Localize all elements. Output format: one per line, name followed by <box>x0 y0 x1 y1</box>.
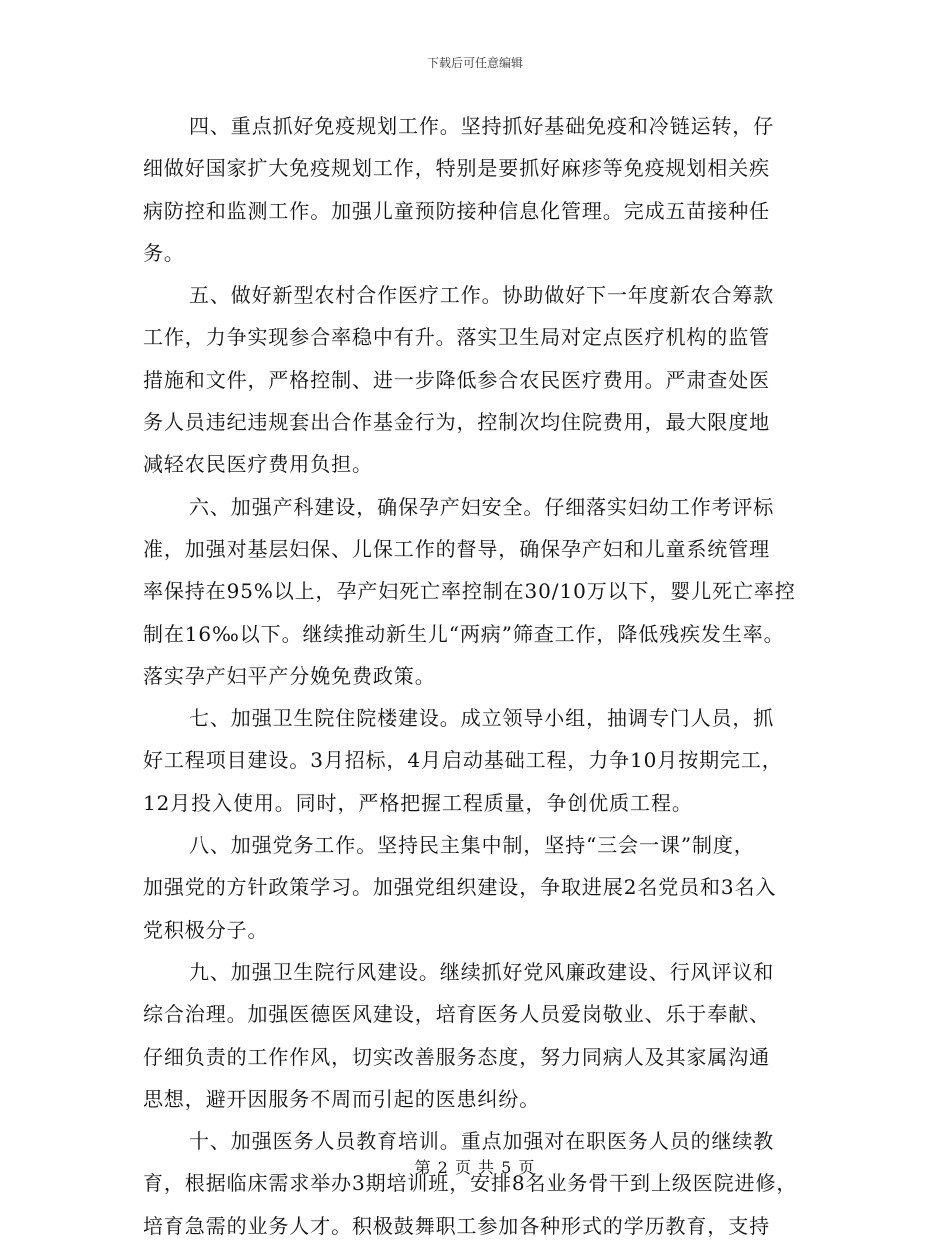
text-line: 工作，力争实现参合率稳中有升。落实卫生局对定点医疗机构的监管 <box>143 325 770 350</box>
paragraph-4 <box>143 105 808 274</box>
text-line: 七、加强卫生院住院楼建设。成立领导小组，抽调专门人员，抓 <box>189 706 775 731</box>
text-line: 率保持在95%以上，孕产妇死亡率控制在30/10万以下，婴儿死亡率控 <box>143 579 796 604</box>
text-line: 仔细负责的工作作风，切实改善服务态度，努力同病人及其家属沟通 <box>143 1044 770 1069</box>
paragraph-8 <box>143 824 808 951</box>
text-line: 十、加强医务人员教育培训。重点加强对在职医务人员的继续教 <box>189 1129 775 1154</box>
text-line: 措施和文件，严格控制、进一步降低参合农民医疗费用。严肃查处医 <box>143 367 770 392</box>
text-line: 八、加强党务工作。坚持民主集中制，坚持“三会一课”制度， <box>189 833 755 858</box>
text-line: 思想，避开因服务不周而引起的医患纠纷。 <box>143 1086 541 1111</box>
text-line: 准，加强对基层妇保、儿保工作的督导，确保孕产妇和儿童系统管理 <box>143 536 770 561</box>
text-line: 务人员违纪违规套出合作基金行为，控制次均住院费用，最大限度地 <box>143 410 770 435</box>
document-body <box>143 105 808 1247</box>
text-line: 落实孕产妇平产分娩免费政策。 <box>143 663 436 688</box>
text-line: 四、重点抓好免疫规划工作。坚持抓好基础免疫和冷链运转，仔 <box>189 114 775 138</box>
text-line: 制在16‰以下。继续推动新生儿“两病”筛查工作，降低残疾发生率。 <box>143 621 785 646</box>
text-line: 综合治理。加强医德医风建设，培育医务人员爱岗敬业、乐于奉献、 <box>143 1002 770 1027</box>
text-line: 减轻农民医疗费用负担。 <box>143 452 373 477</box>
text-line: 加强党的方针政策学习。加强党组织建设，争取进展2名党员和3名入 <box>143 875 777 900</box>
text-line: 九、加强卫生院行风建设。继续抓好党风廉政建设、行风评议和 <box>189 959 775 984</box>
text-line: 好工程项目建设。3月招标，4月启动基础工程，力争10月按期完工， <box>143 748 783 773</box>
text-line: 细做好国家扩大免疫规划工作，特别是要抓好麻疹等免疫规划相关疾 <box>143 156 770 181</box>
paragraph-6 <box>143 486 808 697</box>
paragraph-9 <box>143 951 808 1120</box>
paragraph-7 <box>143 697 808 824</box>
text-line: 培育急需的业务人才。积极鼓舞职工参加各种形式的学历教育，支持 <box>143 1213 770 1238</box>
page-number-footer: 第 2 页 共 5 页 <box>414 1158 536 1177</box>
text-line: 育，根据临床需求举办3期培训班，安排8名业务骨干到上级医院进修， <box>143 1171 798 1196</box>
paragraph-5 <box>143 274 808 485</box>
text-line: 五、做好新型农村合作医疗工作。协助做好下一年度新农合筹款 <box>189 283 775 308</box>
text-line: 六、加强产科建设，确保孕产妇安全。仔细落实妇幼工作考评标 <box>189 494 775 519</box>
text-line: 党积极分子。 <box>143 917 269 942</box>
paragraph-10 <box>143 1120 808 1247</box>
page-header: 下载后可任意编辑 <box>426 56 523 70</box>
text-line: 务。 <box>143 240 185 265</box>
text-line: 病防控和监测工作。加强儿童预防接种信息化管理。完成五苗接种任 <box>143 198 770 223</box>
text-line: 12月投入使用。同时，严格把握工程质量，争创优质工程。 <box>143 790 693 815</box>
